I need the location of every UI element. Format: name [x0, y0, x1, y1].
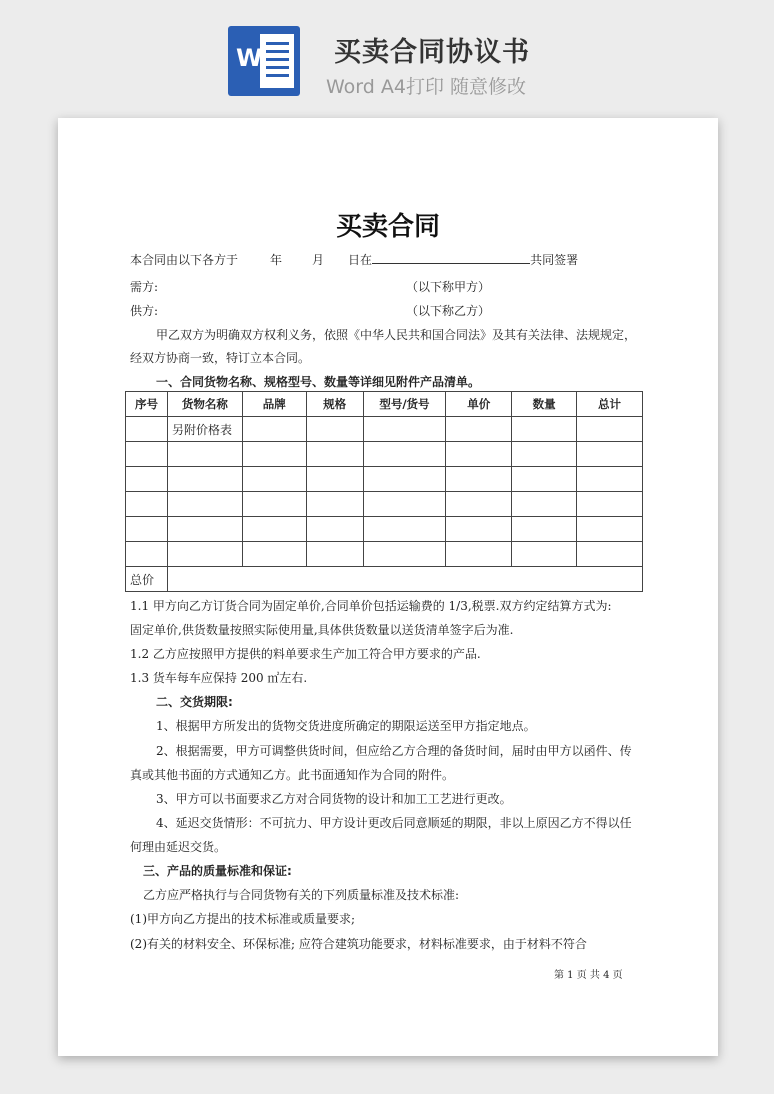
section-2-item-1: 1、根据甲方所发出的货物交货进度所确定的期限运送至甲方指定地点。	[156, 719, 536, 733]
intro-paragraph-line-2: 经双方协商一致，特订立本合同。	[130, 351, 311, 365]
table-cell[interactable]	[577, 492, 643, 517]
table-cell[interactable]	[363, 442, 446, 467]
document-page	[58, 118, 718, 1056]
table-cell[interactable]	[512, 542, 577, 567]
section-2-item-2-line-1: 2、根据需要，甲方可调整供货时间，但应给乙方合理的备货时间，届时由甲方以函件、传	[156, 744, 632, 758]
table-cell[interactable]	[306, 417, 363, 442]
table-cell[interactable]	[577, 467, 643, 492]
table-cell[interactable]	[126, 417, 168, 442]
table-row	[126, 517, 643, 542]
intro-prefix: 本合同由以下各方于	[130, 253, 239, 267]
table-cell[interactable]	[306, 517, 363, 542]
column-header: 规格	[306, 392, 363, 417]
table-cell[interactable]	[446, 492, 512, 517]
column-header: 单价	[446, 392, 512, 417]
table-cell[interactable]	[512, 517, 577, 542]
table-cell[interactable]	[126, 442, 168, 467]
banner-title: 买卖合同协议书	[334, 37, 530, 68]
table-row	[126, 542, 643, 567]
clause-1-2: 1.2 乙方应按照甲方提供的料单要求生产加工符合甲方要求的产品.	[130, 647, 481, 661]
goods-table	[125, 391, 643, 592]
word-document-icon	[228, 26, 300, 96]
table-cell[interactable]	[577, 442, 643, 467]
table-cell[interactable]	[363, 467, 446, 492]
column-header: 品牌	[242, 392, 306, 417]
section-3-line-1: 乙方应严格执行与合同货物有关的下列质量标准及技术标准:	[143, 888, 460, 902]
table-cell[interactable]	[306, 492, 363, 517]
column-header: 数量	[512, 392, 577, 417]
section-2-item-3: 3、甲方可以书面要求乙方对合同货物的设计和加工工艺进行更改。	[156, 792, 512, 806]
location-blank[interactable]	[372, 252, 530, 264]
buyer-label: 需方:	[130, 280, 159, 294]
total-value[interactable]	[167, 567, 642, 592]
section-3-heading: 三、产品的质量标准和保证:	[143, 864, 292, 878]
document-title: 买卖合同	[335, 212, 440, 242]
intro-year: 年	[270, 253, 283, 267]
table-cell[interactable]	[512, 492, 577, 517]
table-cell[interactable]: 另附价格表	[167, 417, 242, 442]
word-icon-page	[260, 34, 294, 88]
section-3-line-3: (2)有关的材料安全、环保标准; 应符合建筑功能要求，材料标准要求，由于材料不符合	[130, 937, 587, 951]
table-cell[interactable]	[242, 492, 306, 517]
clause-1-1-line-2: 固定单价,供货数量按照实际使用量,具体供货数量以送货清单签字后为准.	[130, 623, 514, 637]
table-cell[interactable]	[363, 492, 446, 517]
column-header: 总计	[577, 392, 643, 417]
table-cell[interactable]	[446, 467, 512, 492]
table-cell[interactable]	[126, 517, 168, 542]
intro-line	[130, 251, 578, 268]
table-cell[interactable]	[306, 467, 363, 492]
section-2-item-2-line-2: 真或其他书面的方式通知乙方。此书面通知作为合同的附件。	[130, 768, 455, 782]
table-cell[interactable]	[126, 542, 168, 567]
table-total-row	[126, 567, 643, 592]
table-cell[interactable]	[167, 467, 242, 492]
seller-label: 供方:	[130, 304, 159, 318]
table-cell[interactable]	[242, 517, 306, 542]
table-row	[126, 467, 643, 492]
table-cell[interactable]	[167, 442, 242, 467]
table-cell[interactable]	[512, 417, 577, 442]
table-cell[interactable]	[167, 542, 242, 567]
table-cell[interactable]	[577, 417, 643, 442]
section-1-heading: 一、合同货物名称、规格型号、数量等详细见附件产品清单。	[156, 375, 481, 389]
section-2-heading: 二、交货期限:	[156, 695, 233, 709]
table-row	[126, 442, 643, 467]
table-cell[interactable]	[363, 542, 446, 567]
intro-suffix: 共同签署	[530, 253, 579, 267]
table-cell[interactable]	[167, 492, 242, 517]
table-cell[interactable]	[126, 492, 168, 517]
table-row	[126, 417, 643, 442]
table-header-row	[126, 392, 643, 417]
buyer-note: （以下称甲方）	[406, 280, 491, 294]
page-number-footer: 第 1 页 共 4 页	[554, 970, 623, 981]
section-3-line-2: (1)甲方向乙方提出的技术标准或质量要求;	[130, 912, 356, 926]
table-row	[126, 492, 643, 517]
column-header: 货物名称	[167, 392, 242, 417]
table-cell[interactable]	[446, 542, 512, 567]
column-header: 型号/货号	[363, 392, 446, 417]
column-header: 序号	[126, 392, 168, 417]
clause-1-1-line-1: 1.1 甲方向乙方订货合同为固定单价,合同单价包括运输费的 1/3,税票.双方约定结算方式为:	[130, 599, 612, 613]
table-cell[interactable]	[126, 467, 168, 492]
word-icon-letter: W	[236, 44, 263, 72]
table-cell[interactable]	[577, 542, 643, 567]
table-cell[interactable]	[242, 542, 306, 567]
table-cell[interactable]	[446, 417, 512, 442]
table-cell[interactable]	[306, 442, 363, 467]
table-cell[interactable]	[363, 517, 446, 542]
table-cell[interactable]	[242, 467, 306, 492]
total-label: 总价	[126, 567, 168, 592]
section-2-item-4-line-1: 4、延迟交货情形：不可抗力、甲方设计更改后同意顺延的期限，非以上原因乙方不得以任	[156, 816, 632, 830]
intro-day: 日在	[348, 253, 373, 267]
intro-paragraph-line-1: 甲乙双方为明确双方权利义务，依照《中华人民共和国合同法》及其有关法律、法规规定，	[156, 328, 637, 342]
header-banner	[0, 0, 774, 118]
clause-1-3: 1.3 货车每车应保持 200 ㎡左右.	[130, 671, 308, 685]
table-cell[interactable]	[577, 517, 643, 542]
banner-subtitle: Word A4打印 随意修改	[326, 76, 527, 98]
table-cell[interactable]	[512, 467, 577, 492]
table-cell[interactable]	[363, 417, 446, 442]
table-cell[interactable]	[512, 442, 577, 467]
section-2-item-4-line-2: 何理由延迟交货。	[130, 840, 227, 854]
intro-month: 月	[312, 253, 325, 267]
table-cell[interactable]	[167, 517, 242, 542]
seller-note: （以下称乙方）	[406, 304, 491, 318]
table-cell[interactable]	[446, 517, 512, 542]
table-cell[interactable]	[242, 417, 306, 442]
table-cell[interactable]	[446, 442, 512, 467]
table-cell[interactable]	[306, 542, 363, 567]
table-cell[interactable]	[242, 442, 306, 467]
